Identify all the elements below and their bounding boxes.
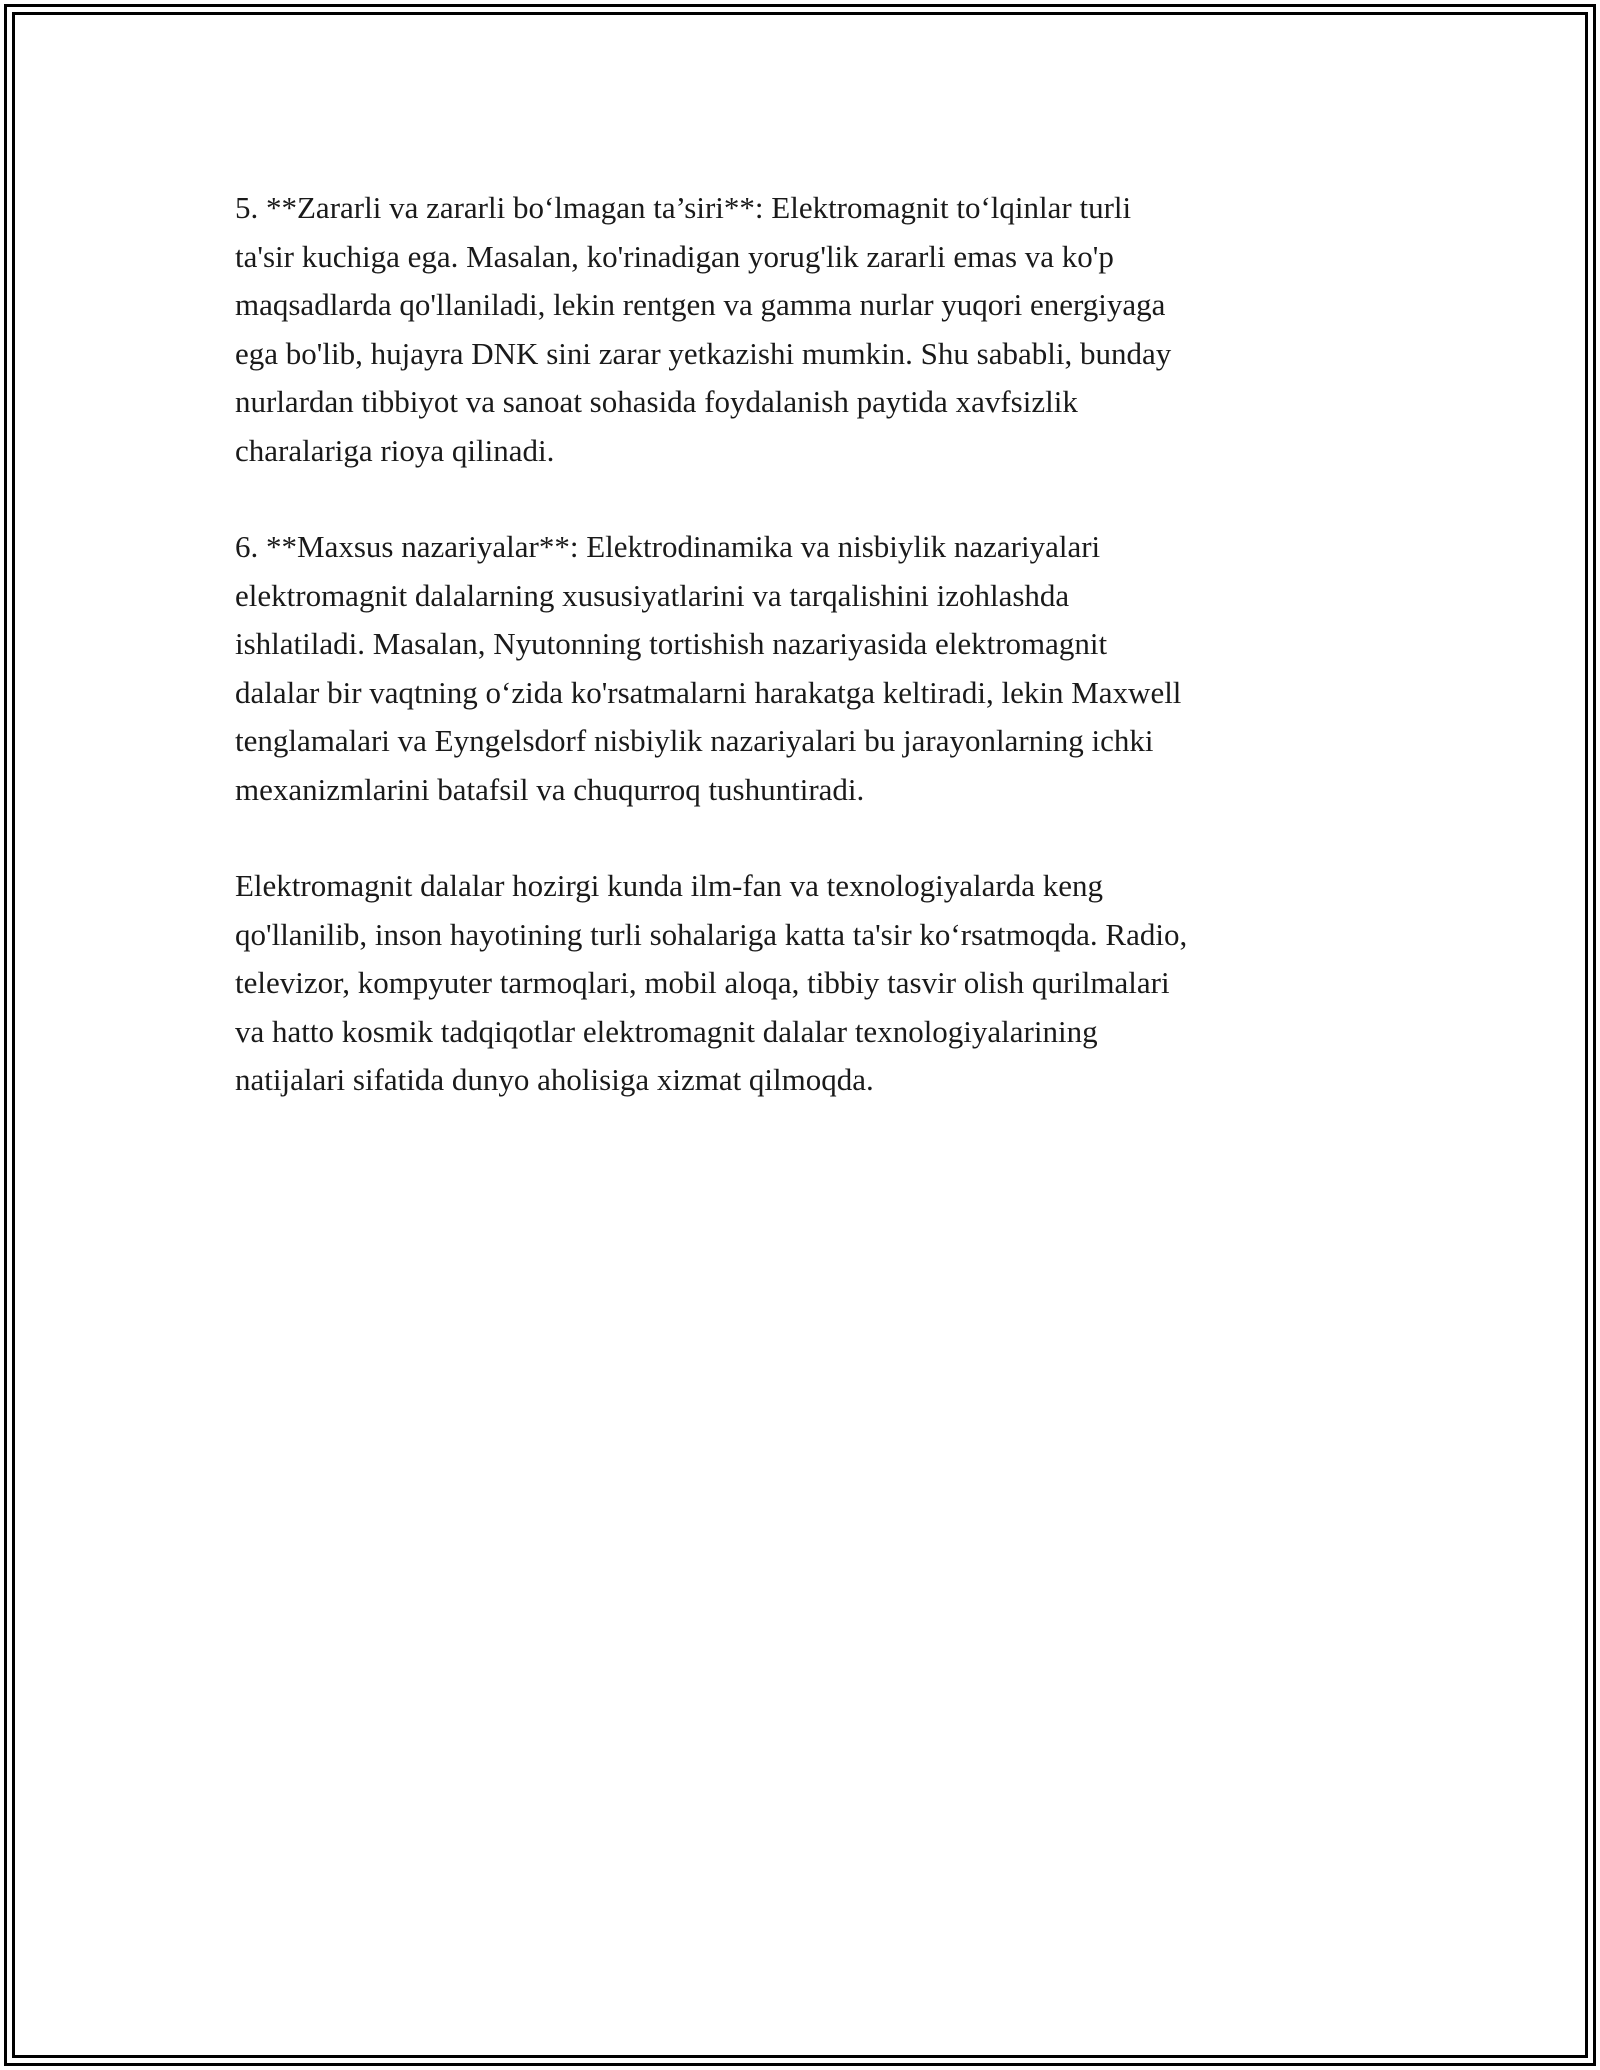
- paragraph-harmful-effects: 5. **Zararli va zararli bo‘lmagan ta’siri**: Elektromagnit to‘lqinlar turli ta'sir kuchiga ega. Masalan, ko'rinadigan yorug'lik zararli emas va ko'p maqsadlarda qo'llaniladi, lekin rentgen va gamma nurlar yuqori energiyaga ega bo'lib, hujayra DNK sini zarar yetkazishi mumkin. Shu sababli, bunday nurlardan tibbiyot va sanoat sohasida foydalanish paytida xavfsizlik charalariga rioya qilinadi.: [235, 190, 1172, 468]
- document-body: [235, 184, 1375, 1153]
- paragraph-special-theories: 6. **Maxsus nazariyalar**: Elektrodinamika va nisbiylik nazariyalari elektromagnit dalalarning xususiyatlarini va tarqalishini izohlashda ishlatiladi. Masalan, Nyutonning tortishish nazariyasida elektromagnit dalalar bir vaqtning o‘zida ko'rsatmalarni harakatga keltiradi, lekin Maxwell tenglamalari va Eyngelsdorf nisbiylik nazariyalari bu jarayonlarning ichki mexanizmlarini batafsil va chuqurroq tushuntiradi.: [235, 529, 1182, 807]
- paragraph-conclusion: Elektromagnit dalalar hozirgi kunda ilm-fan va texnologiyalarda keng qo'llanilib, inson hayotining turli sohalariga katta ta'sir ko‘rsatmoqda. Radio, televizor, kompyuter tarmoqlari, mobil aloqa, tibbiy tasvir olish qurilmalari va hatto kosmik tadqiqotlar elektromagnit dalalar texnologiyalarining natijalari sifatida dunyo aholisiga xizmat qilmoqda.: [235, 868, 1188, 1097]
